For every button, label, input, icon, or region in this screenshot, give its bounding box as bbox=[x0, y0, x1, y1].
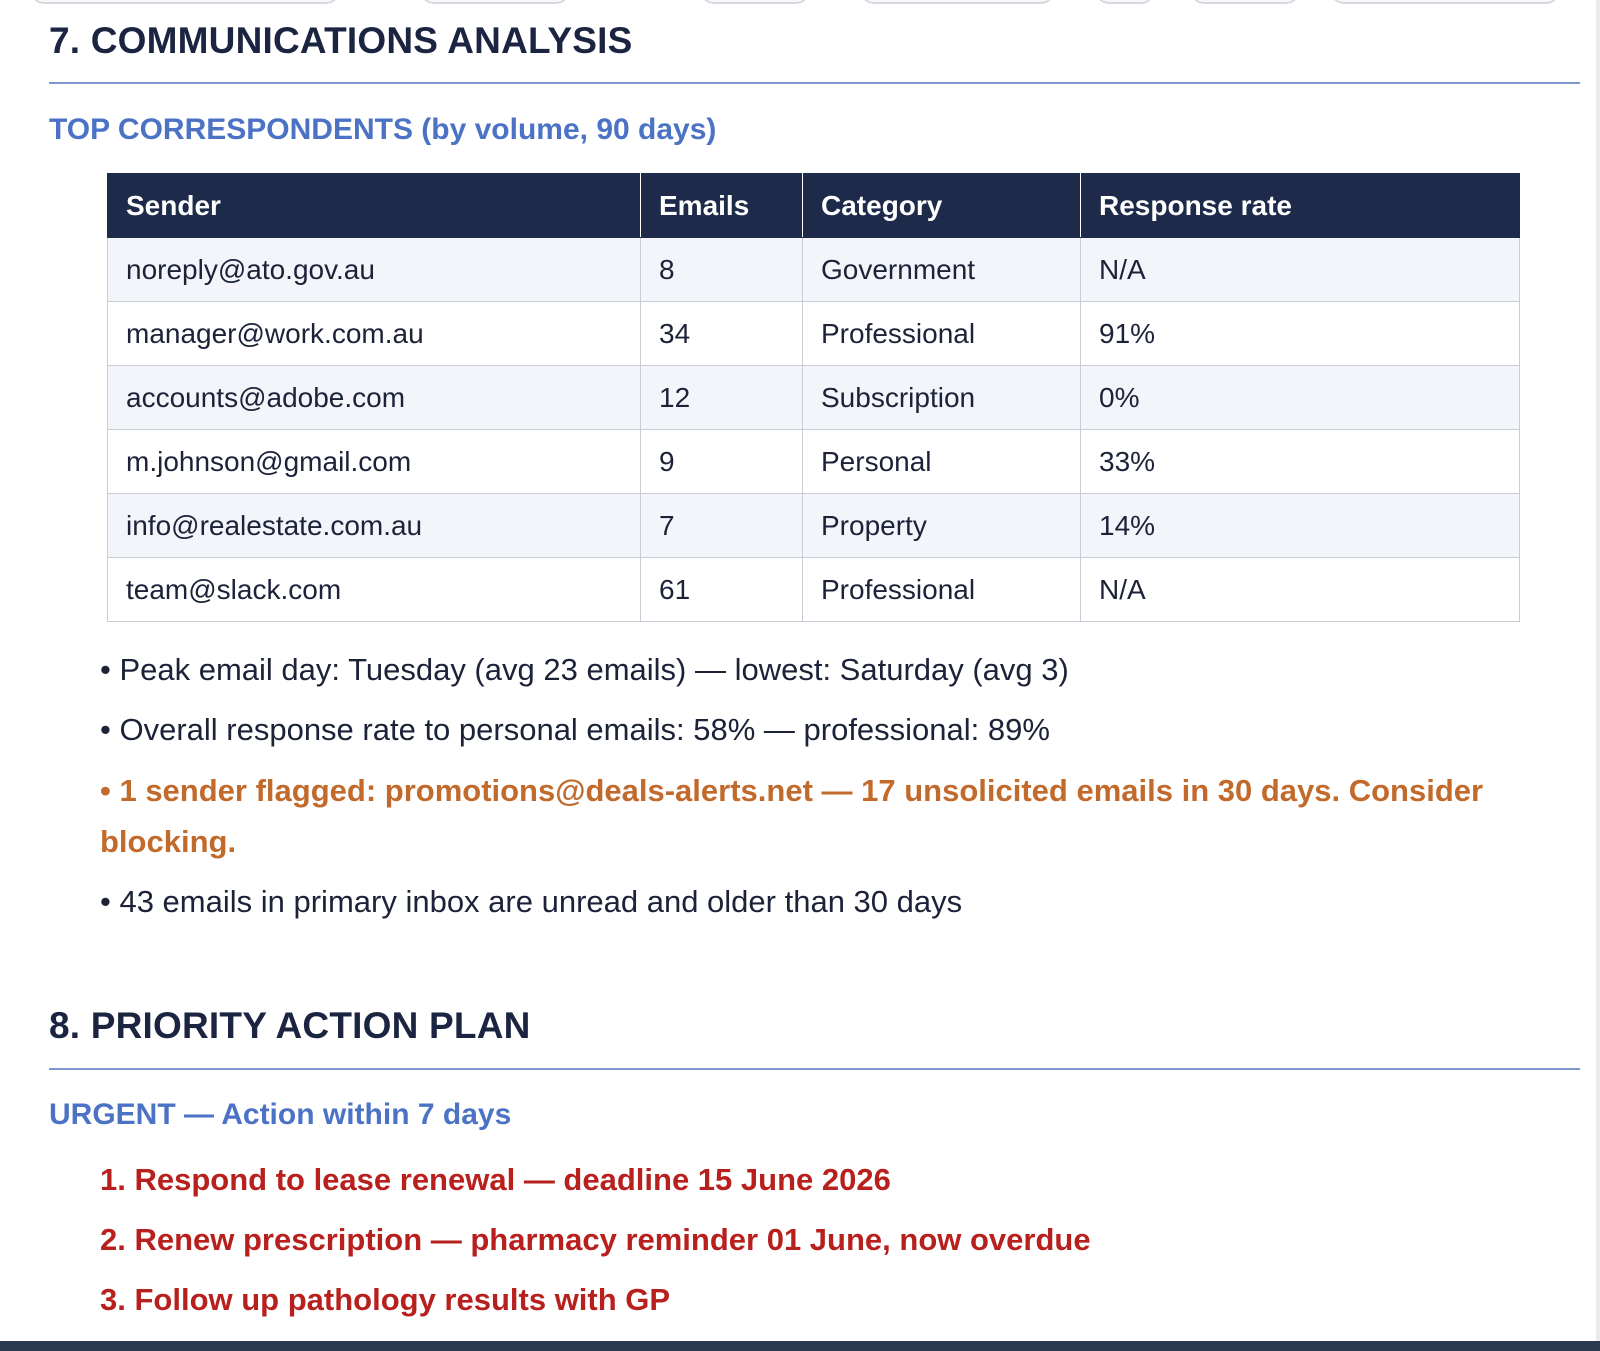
window-edge bbox=[1596, 0, 1600, 1351]
list-item: • 43 emails in primary inbox are unread and older than 30 days bbox=[100, 884, 963, 919]
cell-sender: accounts@adobe.com bbox=[108, 366, 641, 430]
table-row bbox=[108, 558, 1520, 622]
table-row bbox=[108, 430, 1520, 494]
cell-response-rate: N/A bbox=[1081, 238, 1520, 302]
top-correspondents-subhead: TOP CORRESPONDENTS (by volume, 90 days) bbox=[49, 113, 717, 146]
list-item: • Peak email day: Tuesday (avg 23 emails) — lowest: Saturday (avg 3) bbox=[100, 652, 1069, 687]
cell-emails: 61 bbox=[641, 558, 803, 622]
list-item: • Overall response rate to personal emails: 58% — professional: 89% bbox=[100, 712, 1050, 747]
cell-category: Property bbox=[803, 494, 1081, 558]
cell-sender: info@realestate.com.au bbox=[108, 494, 641, 558]
table-row bbox=[108, 238, 1520, 302]
table-row bbox=[108, 494, 1520, 558]
tab-shape bbox=[30, 0, 340, 4]
cell-category: Professional bbox=[803, 558, 1081, 622]
cell-category: Professional bbox=[803, 302, 1081, 366]
correspondents-table bbox=[107, 173, 1520, 622]
cell-emails: 9 bbox=[641, 430, 803, 494]
tab-shape bbox=[1095, 0, 1155, 4]
flagged-sender-alert: • 1 sender flagged: promotions@deals-alerts.net — 17 unsolicited emails in 30 days. Consider blocking. bbox=[100, 773, 1484, 859]
action-item: 3. Follow up pathology results with GP bbox=[100, 1282, 671, 1317]
cell-response-rate: 33% bbox=[1081, 430, 1520, 494]
tab-shape bbox=[1330, 0, 1560, 4]
header-category: Category bbox=[803, 174, 1081, 238]
table-row bbox=[108, 302, 1520, 366]
section-8-title: 8. PRIORITY ACTION PLAN bbox=[49, 1005, 531, 1046]
communications-insights-list bbox=[100, 645, 1550, 937]
cell-sender: m.johnson@gmail.com bbox=[108, 430, 641, 494]
tab-shape bbox=[420, 0, 570, 4]
cell-response-rate: N/A bbox=[1081, 558, 1520, 622]
cell-category: Government bbox=[803, 238, 1081, 302]
cell-response-rate: 0% bbox=[1081, 366, 1520, 430]
header-response-rate: Response rate bbox=[1081, 174, 1520, 238]
cell-category: Subscription bbox=[803, 366, 1081, 430]
top-tab-strip bbox=[0, 0, 1600, 4]
cell-category: Personal bbox=[803, 430, 1081, 494]
section-7-title: 7. COMMUNICATIONS ANALYSIS bbox=[49, 20, 633, 61]
cell-emails: 12 bbox=[641, 366, 803, 430]
cell-emails: 34 bbox=[641, 302, 803, 366]
tab-shape bbox=[700, 0, 810, 4]
section-8-divider bbox=[49, 1068, 1580, 1070]
table-row bbox=[108, 366, 1520, 430]
cell-response-rate: 14% bbox=[1081, 494, 1520, 558]
cell-sender: team@slack.com bbox=[108, 558, 641, 622]
section-7-divider bbox=[49, 82, 1580, 84]
header-sender: Sender bbox=[108, 174, 641, 238]
bottom-window-bar bbox=[0, 1341, 1600, 1351]
cell-emails: 7 bbox=[641, 494, 803, 558]
action-item: 1. Respond to lease renewal — deadline 15 June 2026 bbox=[100, 1162, 891, 1197]
urgent-actions-list bbox=[100, 1150, 1091, 1330]
cell-emails: 8 bbox=[641, 238, 803, 302]
action-item: 2. Renew prescription — pharmacy reminder 01 June, now overdue bbox=[100, 1222, 1091, 1257]
cell-sender: manager@work.com.au bbox=[108, 302, 641, 366]
table-header-row bbox=[108, 174, 1520, 238]
cell-response-rate: 91% bbox=[1081, 302, 1520, 366]
tab-shape bbox=[860, 0, 1055, 4]
urgent-subhead: URGENT — Action within 7 days bbox=[49, 1098, 512, 1131]
tab-shape bbox=[1190, 0, 1300, 4]
cell-sender: noreply@ato.gov.au bbox=[108, 238, 641, 302]
header-emails: Emails bbox=[641, 174, 803, 238]
